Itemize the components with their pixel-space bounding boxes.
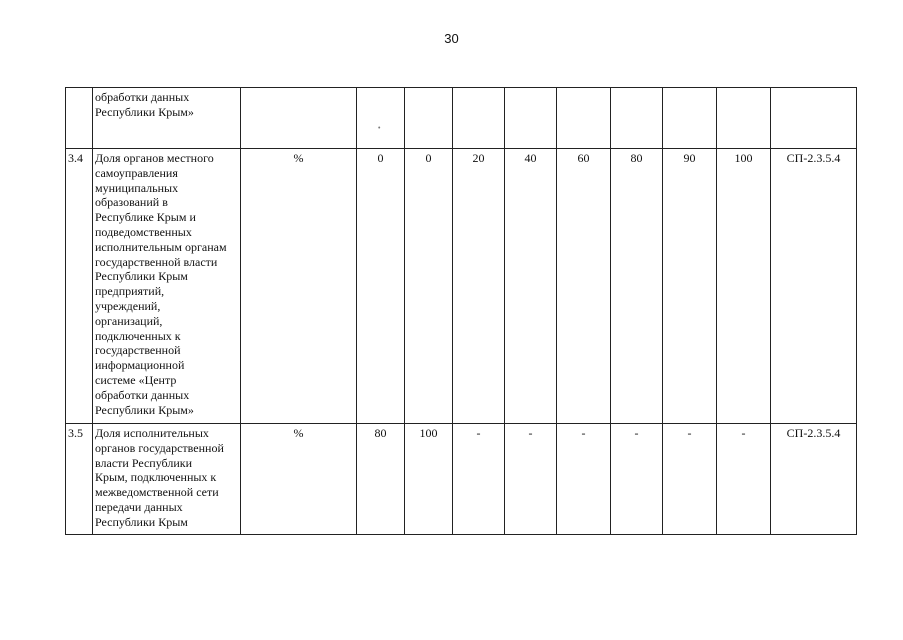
indicator-name-line: подведомственных bbox=[95, 224, 192, 239]
value-cell: 80 bbox=[357, 424, 405, 535]
unit-cell: % bbox=[241, 424, 357, 535]
indicator-name-line: Республики Крым» bbox=[95, 402, 194, 417]
row-number-cell bbox=[66, 88, 93, 149]
value-cell: 40 bbox=[505, 149, 557, 424]
row-number-cell: 3.5 bbox=[66, 424, 93, 535]
indicator-name-line: Доля органов местного bbox=[95, 151, 214, 165]
indicator-name-line: органов государственной bbox=[95, 440, 224, 455]
indicator-name-line: Республики Крым bbox=[95, 269, 188, 284]
value-cell: 20 bbox=[453, 149, 505, 424]
indicator-name-cell bbox=[93, 149, 241, 424]
indicator-name-line: Республики Крым bbox=[95, 514, 188, 529]
unit-cell bbox=[241, 88, 357, 149]
indicator-name-line: подключенных к bbox=[95, 328, 181, 343]
value-cell: - bbox=[557, 424, 611, 535]
value-cell bbox=[405, 88, 453, 149]
value-cell: 0 bbox=[405, 149, 453, 424]
indicator-name-line: передачи данных bbox=[95, 499, 183, 514]
value-cell bbox=[557, 88, 611, 149]
value-cell: - bbox=[663, 424, 717, 535]
indicator-name-line: государственной bbox=[95, 343, 181, 358]
indicator-name-line: межведомственной сети bbox=[95, 485, 219, 500]
indicator-name-line: исполнительным органам bbox=[95, 239, 227, 254]
indicator-name-line: обработки данных bbox=[95, 90, 190, 104]
value-cell bbox=[663, 88, 717, 149]
table-row bbox=[66, 149, 857, 424]
indicator-name-line: муниципальных bbox=[95, 180, 179, 195]
row-number-cell: 3.4 bbox=[66, 149, 93, 424]
indicator-name-line: самоуправления bbox=[95, 165, 178, 180]
program-code-cell: СП-2.3.5.4 bbox=[771, 149, 857, 424]
value-cell: 60 bbox=[557, 149, 611, 424]
unit-cell: % bbox=[241, 149, 357, 424]
indicator-name-line: Республики Крым» bbox=[95, 104, 194, 119]
indicator-name-line: образований в bbox=[95, 195, 168, 210]
value-cell: 80 bbox=[611, 149, 663, 424]
table-row bbox=[66, 88, 857, 149]
indicator-name-line: организаций, bbox=[95, 313, 163, 328]
indicator-name-line: государственной власти bbox=[95, 254, 218, 269]
value-cell bbox=[505, 88, 557, 149]
scan-speck: • bbox=[378, 125, 381, 132]
page-number: 30 bbox=[444, 31, 459, 46]
value-cell: 100 bbox=[405, 424, 453, 535]
value-cell bbox=[357, 88, 405, 149]
indicator-name-line: учреждений, bbox=[95, 298, 161, 313]
indicator-name-cell bbox=[93, 424, 241, 535]
value-cell: 90 bbox=[663, 149, 717, 424]
value-cell bbox=[453, 88, 505, 149]
value-cell: 0 bbox=[357, 149, 405, 424]
value-cell: - bbox=[453, 424, 505, 535]
indicator-name-line: системе «Центр bbox=[95, 372, 177, 387]
program-code-cell: СП-2.3.5.4 bbox=[771, 424, 857, 535]
indicator-name-line: обработки данных bbox=[95, 387, 190, 402]
value-cell: - bbox=[611, 424, 663, 535]
table-row bbox=[66, 424, 857, 535]
indicator-name-line: информационной bbox=[95, 358, 185, 373]
indicator-name-line: власти Республики bbox=[95, 455, 193, 470]
indicator-name-line: предприятий, bbox=[95, 284, 165, 299]
program-code-cell bbox=[771, 88, 857, 149]
value-cell bbox=[611, 88, 663, 149]
indicator-name-line: Республике Крым и bbox=[95, 210, 196, 225]
indicator-name-line: Крым, подключенных к bbox=[95, 470, 217, 485]
indicator-name-line: Доля исполнительных bbox=[95, 426, 209, 440]
indicator-table bbox=[65, 87, 857, 535]
value-cell: - bbox=[505, 424, 557, 535]
indicator-name-cell bbox=[93, 88, 241, 149]
value-cell: - bbox=[717, 424, 771, 535]
value-cell bbox=[717, 88, 771, 149]
value-cell: 100 bbox=[717, 149, 771, 424]
